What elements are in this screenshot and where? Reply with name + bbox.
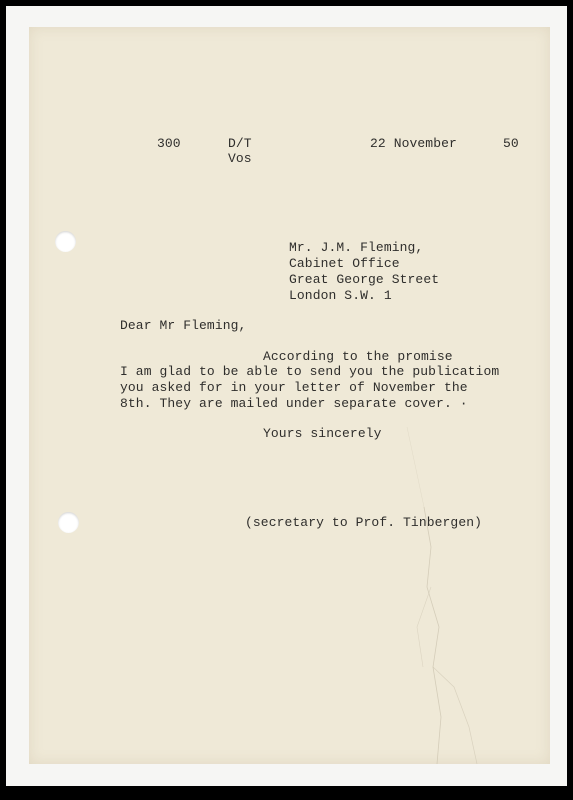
signature-line: (secretary to Prof. Tinbergen) (245, 515, 483, 530)
recipient-name: Mr. J.M. Fleming, (289, 240, 424, 255)
salutation: Dear Mr Fleming, (120, 318, 247, 333)
letter-date: 22 November (370, 136, 457, 151)
recipient-office: Cabinet Office (289, 256, 400, 271)
reference-number: 300 (157, 136, 181, 151)
body-line-1: According to the promise (263, 349, 453, 364)
recipient-city: London S.W. 1 (289, 288, 392, 303)
recipient-street: Great George Street (289, 272, 440, 287)
closing: Yours sincerely (263, 426, 382, 441)
punch-hole-lower (58, 512, 79, 533)
body-line-4: 8th. They are mailed under separate cover. · (120, 396, 468, 411)
body-line-2: I am glad to be able to send you the publicatiom (120, 364, 500, 379)
reference-name: Vos (228, 151, 252, 166)
body-line-3: you asked for in your letter of November the (120, 380, 468, 395)
reference-code: D/T (228, 136, 252, 151)
punch-hole-upper (55, 231, 76, 252)
letter-year: 50 (503, 136, 519, 151)
